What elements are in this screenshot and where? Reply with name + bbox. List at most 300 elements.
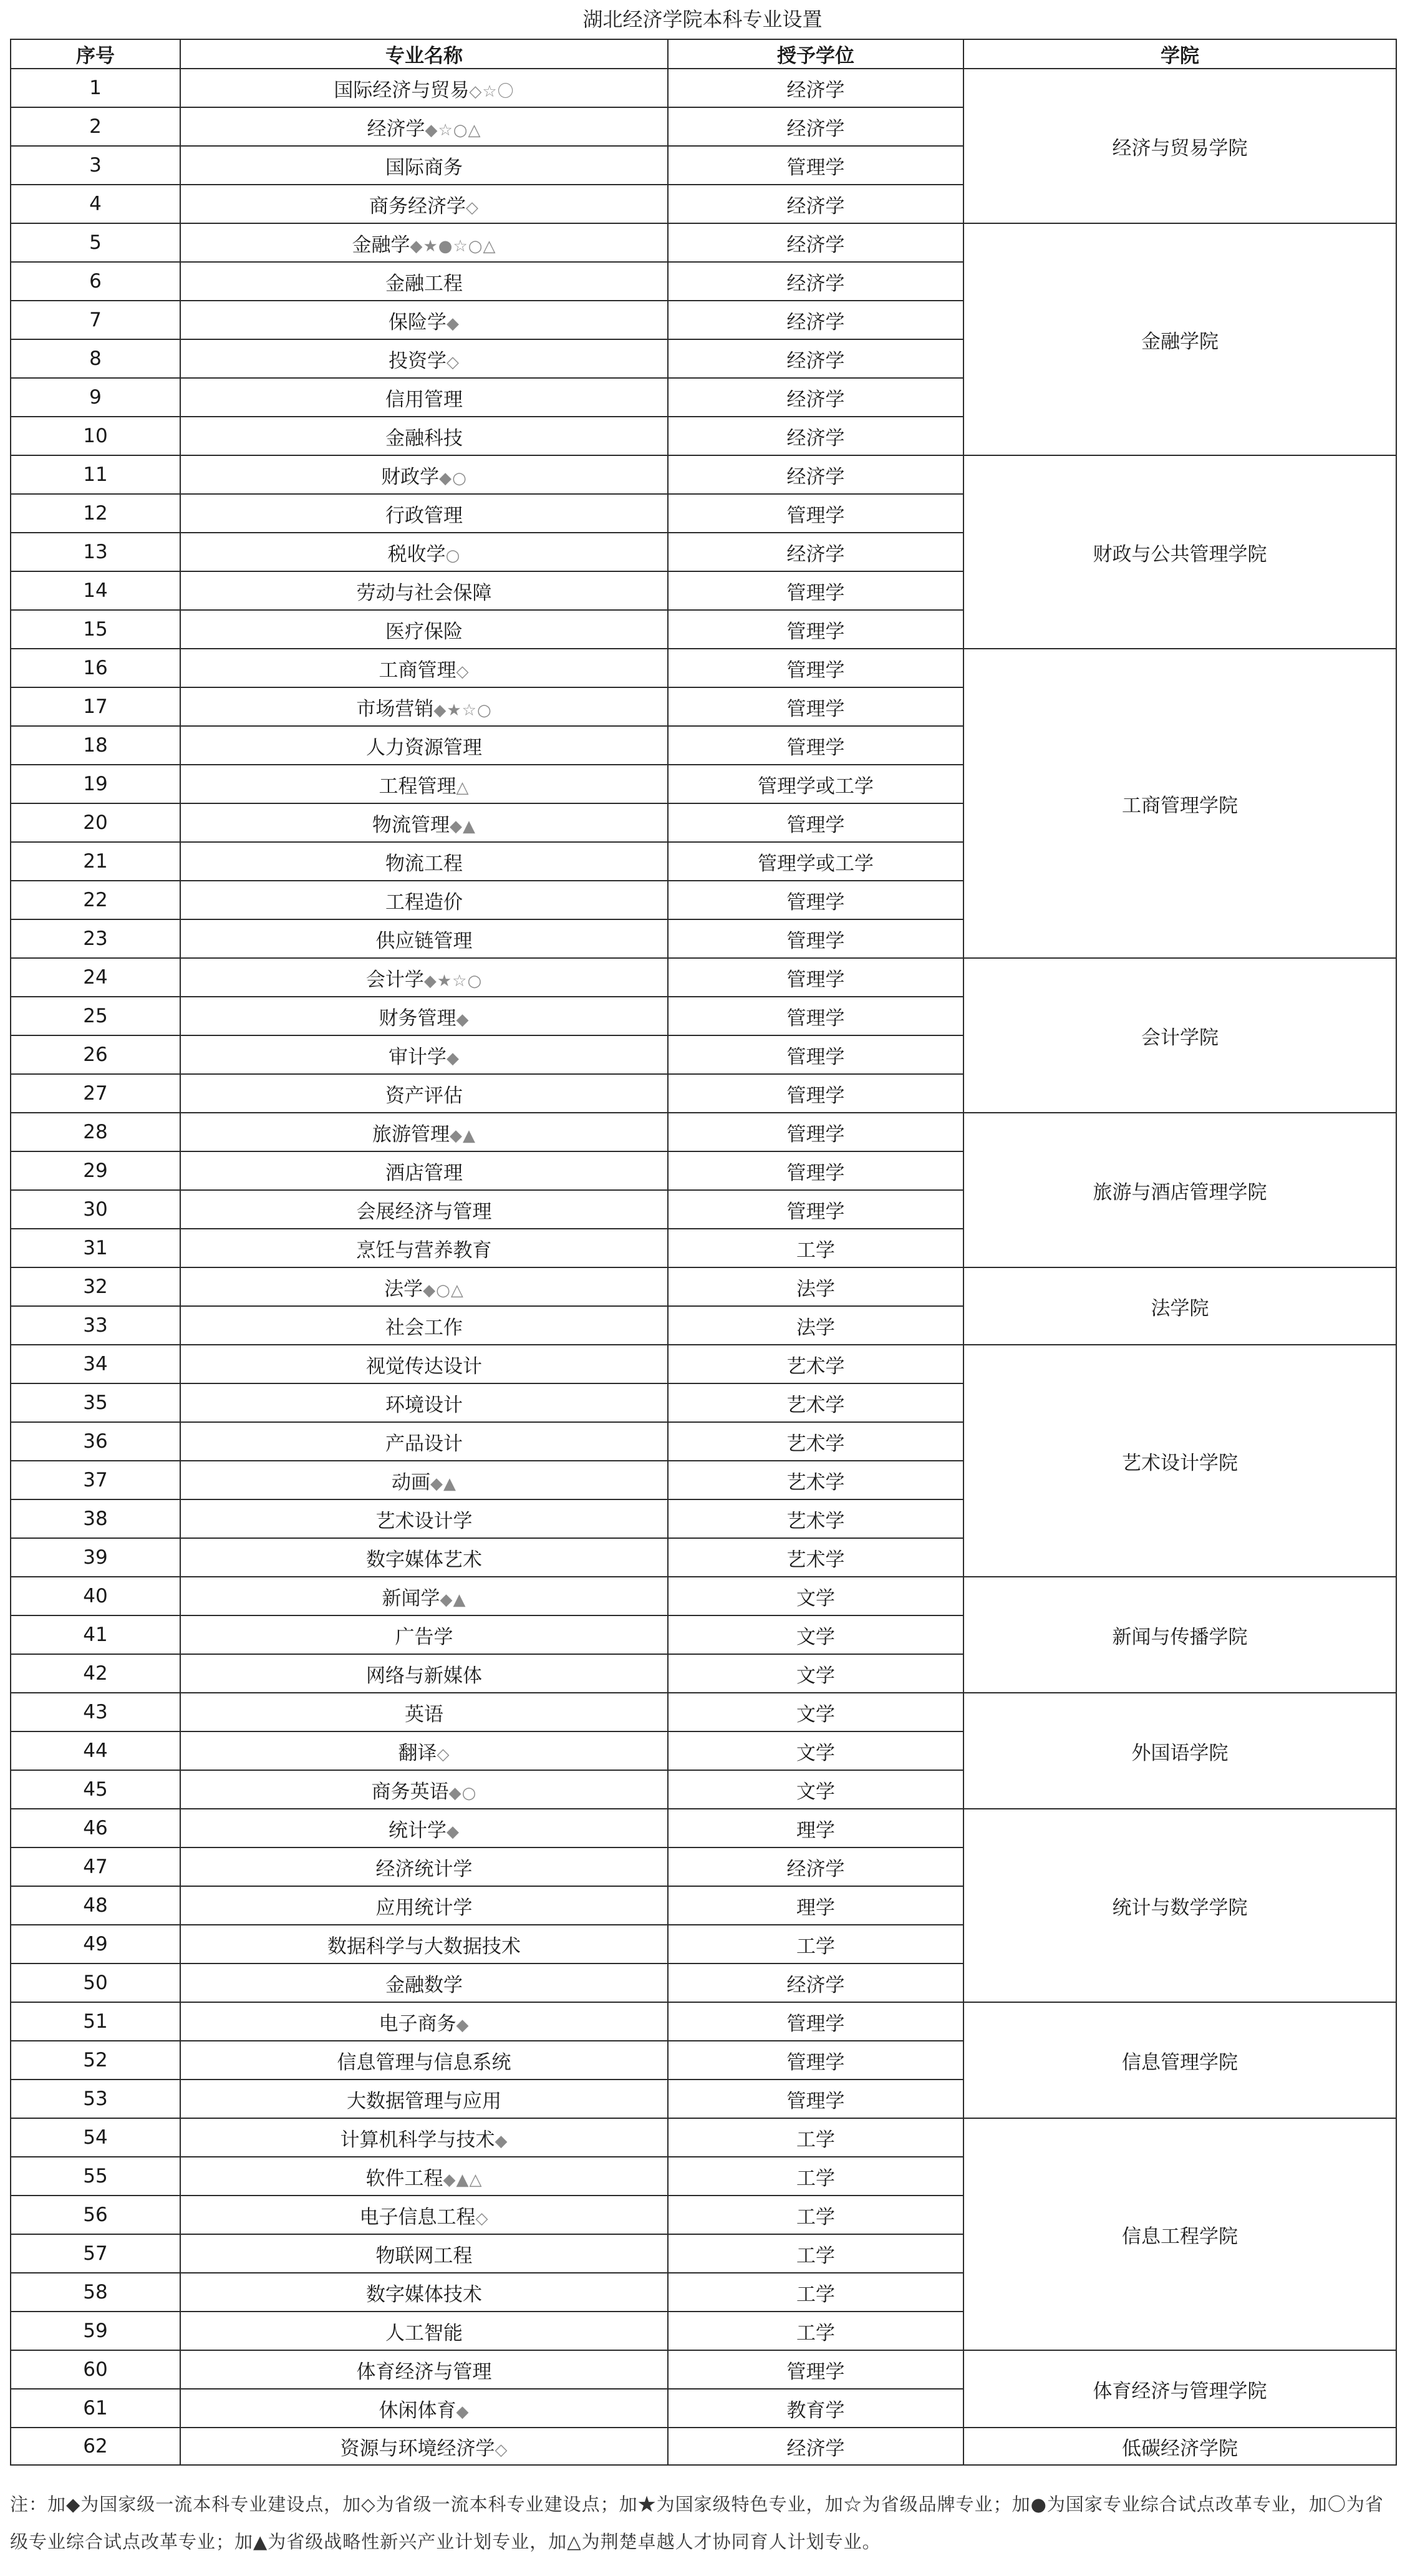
- row-college: 体育经济与管理学院: [963, 2350, 1396, 2428]
- row-degree: 管理学: [668, 146, 963, 185]
- major-name-text: 体育经济与管理: [356, 2360, 492, 2383]
- row-major-name: [180, 146, 668, 185]
- row-degree: 管理学: [668, 2041, 963, 2080]
- row-major-name: [180, 107, 668, 146]
- row-degree: 管理学: [668, 1035, 963, 1074]
- row-no: 21: [11, 842, 180, 881]
- row-no: 25: [11, 997, 180, 1035]
- row-no: 51: [11, 2002, 180, 2041]
- row-major-name: [180, 726, 668, 765]
- major-name-text: 人工智能: [385, 2322, 463, 2345]
- row-major-name: [180, 2196, 668, 2234]
- major-name-text: 商务英语: [371, 1780, 449, 1803]
- row-degree: 文学: [668, 1770, 963, 1809]
- row-degree: 经济学: [668, 417, 963, 455]
- row-no: 40: [11, 1577, 180, 1615]
- page-title: 湖北经济学院本科专业设置: [582, 7, 823, 31]
- major-name-text: 应用统计学: [375, 1896, 473, 1919]
- major-name-text: 医疗保险: [385, 620, 463, 643]
- row-no: 50: [11, 1963, 180, 2002]
- row-major-name: [180, 2118, 668, 2157]
- major-marks: ◆★●☆○△: [410, 236, 496, 256]
- row-major-name: [180, 1306, 668, 1345]
- major-name-text: 广告学: [395, 1625, 453, 1649]
- row-degree: 管理学: [668, 1190, 963, 1229]
- row-degree: 艺术学: [668, 1383, 963, 1422]
- row-major-name: [180, 223, 668, 262]
- row-major-name: [180, 494, 668, 533]
- row-no: 46: [11, 1809, 180, 1847]
- row-degree: 经济学: [668, 107, 963, 146]
- major-marks: ◆: [447, 1822, 460, 1841]
- row-degree: 工学: [668, 2157, 963, 2196]
- row-major-name: [180, 301, 668, 339]
- major-name-text: 信息管理与信息系统: [337, 2051, 511, 2074]
- row-major-name: [180, 185, 668, 223]
- row-no: 15: [11, 610, 180, 649]
- major-name-text: 电子信息工程: [359, 2206, 476, 2229]
- row-no: 27: [11, 1074, 180, 1113]
- major-marks: ◇☆〇: [469, 82, 514, 101]
- major-name-text: 经济统计学: [375, 1857, 473, 1881]
- row-no: 32: [11, 1267, 180, 1306]
- row-degree: 工学: [668, 2312, 963, 2350]
- row-degree: 文学: [668, 1693, 963, 1731]
- major-name-text: 保险学: [389, 311, 447, 334]
- row-no: 6: [11, 262, 180, 301]
- major-name-text: 大数据管理与应用: [347, 2089, 501, 2113]
- row-degree: 文学: [668, 1654, 963, 1693]
- table-row: [11, 1113, 1396, 1151]
- row-major-name: [180, 1461, 668, 1499]
- row-degree: 管理学: [668, 997, 963, 1035]
- table-row: [11, 1267, 1396, 1306]
- major-name-text: 环境设计: [385, 1393, 463, 1416]
- row-major-name: [180, 1190, 668, 1229]
- row-no: 56: [11, 2196, 180, 2234]
- row-degree: 工学: [668, 2118, 963, 2157]
- row-degree: 经济学: [668, 223, 963, 262]
- row-college: 经济与贸易学院: [963, 69, 1396, 223]
- row-no: 3: [11, 146, 180, 185]
- major-name-text: 信用管理: [385, 388, 463, 411]
- row-no: 49: [11, 1925, 180, 1963]
- row-major-name: [180, 1654, 668, 1693]
- legend-note: 注：加◆为国家级一流本科专业建设点，加◇为省级一流本科专业建设点；加★为国家级特色专业，加☆为省级品牌专业；加●为国家专业综合试点改革专业，加〇为省级专业综合试点改革专业；加▲为省级战略性新兴产业计划专业，加△为荆楚卓越人才协同育人计划专业。: [10, 2494, 1384, 2552]
- major-name-text: 休闲体育: [379, 2399, 456, 2422]
- row-degree: 管理学: [668, 571, 963, 610]
- major-marks: ◇: [447, 352, 460, 372]
- major-name-text: 资源与环境经济学: [340, 2437, 495, 2460]
- row-major-name: [180, 2041, 668, 2080]
- row-no: 29: [11, 1151, 180, 1190]
- row-major-name: [180, 2157, 668, 2196]
- major-marks: ◆: [447, 314, 460, 333]
- header-no: 序号: [11, 39, 180, 69]
- major-name-text: 金融学: [352, 233, 410, 256]
- major-marks: ◇: [495, 2440, 508, 2459]
- major-name-text: 商务经济学: [369, 195, 466, 218]
- row-degree: 管理学或工学: [668, 842, 963, 881]
- row-major-name: [180, 1383, 668, 1422]
- row-no: 53: [11, 2080, 180, 2118]
- row-no: 47: [11, 1847, 180, 1886]
- table-row: [11, 649, 1396, 687]
- row-major-name: [180, 1731, 668, 1770]
- row-major-name: [180, 1847, 668, 1886]
- row-degree: 经济学: [668, 2428, 963, 2465]
- major-name-text: 供应链管理: [375, 929, 473, 952]
- row-major-name: [180, 1925, 668, 1963]
- row-degree: 艺术学: [668, 1499, 963, 1538]
- major-name-text: 网络与新媒体: [366, 1664, 482, 1687]
- row-college: 低碳经济学院: [963, 2428, 1396, 2465]
- major-marks: ◆★☆○: [423, 971, 483, 990]
- major-name-text: 税收学: [387, 543, 446, 566]
- row-college: 统计与数学学院: [963, 1809, 1396, 2002]
- table-row: [11, 223, 1396, 262]
- row-no: 55: [11, 2157, 180, 2196]
- row-no: 24: [11, 958, 180, 997]
- row-degree: 管理学: [668, 2080, 963, 2118]
- row-no: 48: [11, 1886, 180, 1925]
- row-degree: 管理学: [668, 1074, 963, 1113]
- row-degree: 经济学: [668, 301, 963, 339]
- row-no: 11: [11, 455, 180, 494]
- major-marks: ◆: [447, 1048, 460, 1068]
- row-no: 35: [11, 1383, 180, 1422]
- row-major-name: [180, 1499, 668, 1538]
- row-college: 工商管理学院: [963, 649, 1396, 958]
- major-name-text: 财务管理: [379, 1007, 456, 1030]
- row-no: 28: [11, 1113, 180, 1151]
- major-marks: ◆: [495, 2131, 508, 2151]
- major-name-text: 资产评估: [385, 1084, 463, 1107]
- major-name-text: 金融科技: [385, 427, 463, 450]
- row-degree: 理学: [668, 1809, 963, 1847]
- row-no: 9: [11, 378, 180, 417]
- row-college: 法学院: [963, 1267, 1396, 1345]
- major-name-text: 新闻学: [382, 1587, 440, 1610]
- majors-table-container: [10, 39, 1396, 2482]
- row-major-name: [180, 571, 668, 610]
- table-header-row: [11, 39, 1396, 69]
- row-degree: 艺术学: [668, 1345, 963, 1383]
- major-name-text: 财政学: [381, 465, 440, 488]
- major-name-text: 工商管理: [379, 659, 456, 682]
- row-major-name: [180, 1770, 668, 1809]
- major-name-text: 市场营销: [356, 697, 434, 720]
- major-name-text: 物流管理: [372, 813, 450, 836]
- row-degree: 经济学: [668, 378, 963, 417]
- major-marks: ◆★☆○: [433, 700, 492, 720]
- major-name-text: 数字媒体艺术: [366, 1548, 482, 1571]
- major-name-text: 烹饪与营养教育: [356, 1239, 492, 1262]
- row-degree: 文学: [668, 1731, 963, 1770]
- row-major-name: [180, 881, 668, 919]
- major-marks: ◇: [475, 2209, 489, 2228]
- row-degree: 文学: [668, 1577, 963, 1615]
- row-degree: 工学: [668, 1229, 963, 1267]
- row-major-name: [180, 2002, 668, 2041]
- major-name-text: 产品设计: [385, 1432, 463, 1455]
- row-degree: 管理学: [668, 958, 963, 997]
- major-marks: ◆○: [439, 468, 467, 488]
- row-major-name: [180, 1113, 668, 1151]
- row-degree: 工学: [668, 2234, 963, 2273]
- row-no: 59: [11, 2312, 180, 2350]
- row-no: 60: [11, 2350, 180, 2389]
- row-major-name: [180, 1886, 668, 1925]
- row-major-name: [180, 997, 668, 1035]
- row-degree: 法学: [668, 1306, 963, 1345]
- row-no: 22: [11, 881, 180, 919]
- major-name-text: 金融工程: [385, 272, 463, 295]
- major-name-text: 金融数学: [385, 1973, 463, 1997]
- row-major-name: [180, 533, 668, 571]
- row-no: 20: [11, 803, 180, 842]
- table-row: [11, 2350, 1396, 2389]
- row-no: 37: [11, 1461, 180, 1499]
- row-no: 1: [11, 69, 180, 107]
- major-name-text: 统计学: [389, 1819, 447, 1842]
- major-name-text: 审计学: [389, 1045, 447, 1068]
- row-no: 7: [11, 301, 180, 339]
- row-major-name: [180, 2350, 668, 2389]
- row-no: 2: [11, 107, 180, 146]
- row-no: 41: [11, 1615, 180, 1654]
- table-row: [11, 1577, 1396, 1615]
- table-row: [11, 2118, 1396, 2157]
- row-degree: 管理学: [668, 881, 963, 919]
- row-no: 19: [11, 765, 180, 803]
- row-no: 12: [11, 494, 180, 533]
- row-no: 17: [11, 687, 180, 726]
- row-major-name: [180, 1693, 668, 1731]
- row-degree: 工学: [668, 2196, 963, 2234]
- major-marks: ◆▲△: [443, 2170, 483, 2189]
- major-name-text: 物流工程: [385, 852, 463, 875]
- row-no: 43: [11, 1693, 180, 1731]
- row-major-name: [180, 649, 668, 687]
- row-college: 会计学院: [963, 958, 1396, 1113]
- major-name-text: 行政管理: [385, 504, 463, 527]
- row-degree: 经济学: [668, 69, 963, 107]
- row-degree: 经济学: [668, 185, 963, 223]
- row-no: 52: [11, 2041, 180, 2080]
- major-name-text: 计算机科学与技术: [340, 2128, 495, 2151]
- row-degree: 经济学: [668, 533, 963, 571]
- row-major-name: [180, 69, 668, 107]
- major-name-text: 劳动与社会保障: [356, 581, 492, 604]
- row-major-name: [180, 378, 668, 417]
- table-row: [11, 69, 1396, 107]
- row-degree: 管理学: [668, 649, 963, 687]
- row-major-name: [180, 339, 668, 378]
- row-no: 57: [11, 2234, 180, 2273]
- row-degree: 管理学: [668, 2350, 963, 2389]
- major-name-text: 社会工作: [385, 1316, 463, 1339]
- row-major-name: [180, 262, 668, 301]
- row-no: 54: [11, 2118, 180, 2157]
- major-marks: ◇: [437, 1745, 450, 1764]
- major-name-text: 视觉传达设计: [366, 1355, 482, 1378]
- row-degree: 经济学: [668, 1963, 963, 2002]
- table-row: [11, 1345, 1396, 1383]
- major-name-text: 电子商务: [379, 2012, 456, 2035]
- major-marks: ◆☆○△: [425, 120, 481, 140]
- row-degree: 教育学: [668, 2389, 963, 2428]
- row-college: 信息管理学院: [963, 2002, 1396, 2118]
- row-degree: 管理学: [668, 919, 963, 958]
- major-name-text: 会展经济与管理: [356, 1200, 492, 1223]
- row-no: 8: [11, 339, 180, 378]
- row-degree: 工学: [668, 2273, 963, 2312]
- major-marks: ◆: [456, 2015, 470, 2035]
- row-no: 30: [11, 1190, 180, 1229]
- row-major-name: [180, 1422, 668, 1461]
- major-marks: ◆: [456, 1010, 470, 1029]
- row-no: 58: [11, 2273, 180, 2312]
- major-marks: ◆▲: [450, 816, 476, 836]
- row-no: 18: [11, 726, 180, 765]
- row-degree: 经济学: [668, 455, 963, 494]
- row-no: 42: [11, 1654, 180, 1693]
- row-major-name: [180, 958, 668, 997]
- row-major-name: [180, 842, 668, 881]
- row-no: 4: [11, 185, 180, 223]
- table-row: [11, 2428, 1396, 2465]
- row-degree: 经济学: [668, 339, 963, 378]
- major-name-text: 投资学: [389, 349, 447, 372]
- table-row: [11, 1693, 1396, 1731]
- row-major-name: [180, 1229, 668, 1267]
- major-marks: ◆▲: [450, 1126, 476, 1145]
- row-college: 外国语学院: [963, 1693, 1396, 1809]
- row-major-name: [180, 1538, 668, 1577]
- row-no: 39: [11, 1538, 180, 1577]
- header-degree: 授予学位: [668, 39, 963, 69]
- header-college: 学院: [963, 39, 1396, 69]
- row-major-name: [180, 2428, 668, 2465]
- row-degree: 管理学: [668, 494, 963, 533]
- row-major-name: [180, 2389, 668, 2428]
- row-major-name: [180, 1577, 668, 1615]
- table-row: [11, 455, 1396, 494]
- major-marks: ◆▲: [440, 1590, 466, 1609]
- row-degree: 管理学: [668, 726, 963, 765]
- row-no: 33: [11, 1306, 180, 1345]
- row-major-name: [180, 1963, 668, 2002]
- major-name-text: 英语: [405, 1703, 443, 1726]
- row-degree: 工学: [668, 1925, 963, 1963]
- row-degree: 文学: [668, 1615, 963, 1654]
- row-college: 金融学院: [963, 223, 1396, 455]
- row-no: 26: [11, 1035, 180, 1074]
- row-college: 财政与公共管理学院: [963, 455, 1396, 649]
- major-name-text: 工程造价: [385, 891, 463, 914]
- row-no: 62: [11, 2428, 180, 2465]
- row-major-name: [180, 2312, 668, 2350]
- row-no: 23: [11, 919, 180, 958]
- major-name-text: 数字媒体技术: [366, 2283, 482, 2306]
- major-marks: ◆▲: [430, 1474, 456, 1493]
- major-marks: ○: [445, 546, 461, 565]
- major-name-text: 艺术设计学: [375, 1509, 473, 1533]
- row-degree: 艺术学: [668, 1461, 963, 1499]
- table-row: [11, 2002, 1396, 2041]
- row-degree: 管理学: [668, 2002, 963, 2041]
- row-major-name: [180, 1035, 668, 1074]
- table-row: [11, 1809, 1396, 1847]
- row-major-name: [180, 919, 668, 958]
- row-degree: 艺术学: [668, 1538, 963, 1577]
- row-college: 信息工程学院: [963, 2118, 1396, 2350]
- row-major-name: [180, 2234, 668, 2273]
- row-college: 新闻与传播学院: [963, 1577, 1396, 1693]
- major-name-text: 工程管理: [379, 775, 456, 798]
- row-degree: 管理学或工学: [668, 765, 963, 803]
- major-marks: ◇: [466, 198, 479, 217]
- major-name-text: 经济学: [367, 117, 425, 140]
- row-no: 10: [11, 417, 180, 455]
- row-no: 36: [11, 1422, 180, 1461]
- major-name-text: 数据科学与大数据技术: [327, 1935, 521, 1958]
- row-degree: 经济学: [668, 1847, 963, 1886]
- row-degree: 法学: [668, 1267, 963, 1306]
- major-name-text: 软件工程: [365, 2167, 443, 2190]
- major-marks: ◆○: [448, 1783, 477, 1803]
- row-major-name: [180, 610, 668, 649]
- major-name-text: 动画: [392, 1471, 430, 1494]
- row-college: 艺术设计学院: [963, 1345, 1396, 1577]
- row-degree: 经济学: [668, 262, 963, 301]
- row-no: 45: [11, 1770, 180, 1809]
- major-marks: ◇: [456, 662, 470, 681]
- row-no: 5: [11, 223, 180, 262]
- row-major-name: [180, 455, 668, 494]
- row-major-name: [180, 2273, 668, 2312]
- row-major-name: [180, 1267, 668, 1306]
- row-degree: 管理学: [668, 687, 963, 726]
- row-no: 44: [11, 1731, 180, 1770]
- row-no: 14: [11, 571, 180, 610]
- row-no: 13: [11, 533, 180, 571]
- row-degree: 管理学: [668, 1113, 963, 1151]
- row-degree: 艺术学: [668, 1422, 963, 1461]
- major-name-text: 会计学: [365, 968, 424, 991]
- major-name-text: 物联网工程: [375, 2244, 473, 2267]
- table-row: [11, 958, 1396, 997]
- major-name-text: 翻译: [398, 1741, 437, 1765]
- row-major-name: [180, 417, 668, 455]
- header-major-name: 专业名称: [180, 39, 668, 69]
- row-no: 34: [11, 1345, 180, 1383]
- row-major-name: [180, 1151, 668, 1190]
- row-major-name: [180, 1074, 668, 1113]
- row-no: 16: [11, 649, 180, 687]
- row-major-name: [180, 687, 668, 726]
- row-major-name: [180, 1809, 668, 1847]
- major-name-text: 旅游管理: [372, 1123, 450, 1146]
- row-major-name: [180, 1345, 668, 1383]
- table-body: [11, 69, 1396, 2465]
- row-no: 38: [11, 1499, 180, 1538]
- row-major-name: [180, 1615, 668, 1654]
- row-major-name: [180, 803, 668, 842]
- major-name-text: 国际经济与贸易: [334, 79, 470, 102]
- row-major-name: [180, 2080, 668, 2118]
